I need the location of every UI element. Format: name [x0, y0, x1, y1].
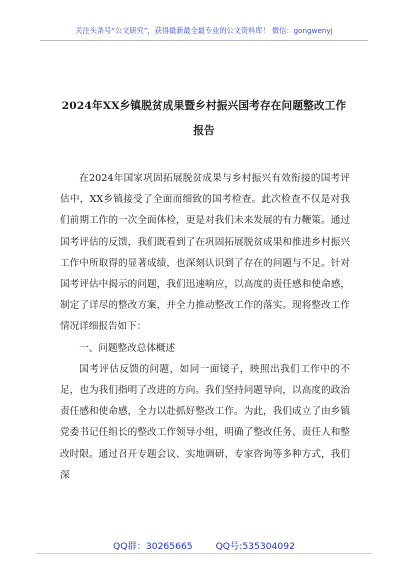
intro-paragraph: 在2024年国家巩固拓展脱贫成果与乡村振兴有效衔接的国考评估中，XX乡镇接受了全面而细致的国考检查。此次检查不仅是对我们前期工作的一次全面体检，更是对我们未来发展的有力鞭策。通过国考评估的反馈，我们既看到了在巩固拓展脱贫成果和推进乡村振兴工作中所取得的显著成绩，也深刻认识到了存在的问题与不足。针对国考评估中揭示的问题，我们迅速响应，以高度的责任感和使命感，制定了详尽的整改方案，并全力推动整改工作的落实。现将整改工作情况详细报告如下：	[60, 173, 350, 333]
section-heading: 一、问题整改总体概述	[79, 342, 176, 354]
section-paragraph: 国考评估反馈的问题，如同一面镜子，映照出我们工作中的不足，也为我们指明了改进的方向。我们坚持问题导向，以高度的政治责任感和使命感，全力以赴抓好整改工作。为此，我们成立了由乡镇党委书记任组长的整改工作领导小组，明确了整改任务、责任人和整改时限。通过召开专题会议、实地调研、专家咨询等多种方式，我们深	[60, 363, 350, 481]
footer-qq-number: QQ号:535304092	[215, 541, 295, 552]
footer-qq-group: QQ群：30265665	[113, 541, 193, 552]
document-title: 2024年XX乡镇脱贫成果暨乡村振兴国考存在问题整改工作	[61, 100, 347, 112]
document-body	[60, 168, 350, 486]
footer-divider	[36, 553, 372, 554]
footer-contact	[0, 538, 408, 552]
document-subtitle: 报告	[193, 125, 215, 137]
header-divider	[40, 40, 368, 41]
header-promo-note: 关注头条号“公文研究”，获得最新最全最专业的公文资料库！ 微信：gongwenyj	[75, 26, 333, 35]
